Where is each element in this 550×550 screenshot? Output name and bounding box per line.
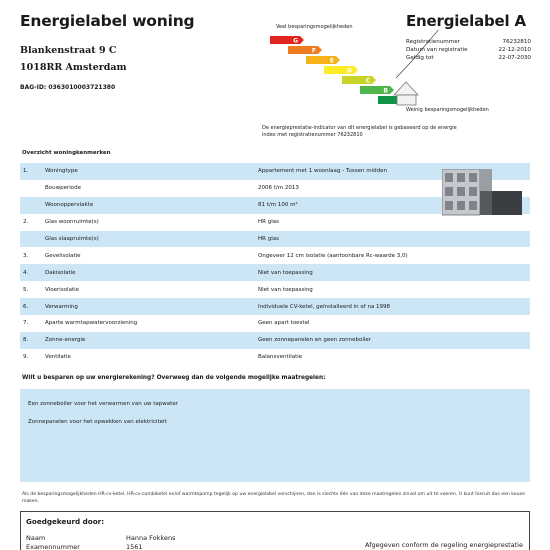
row-value: 2006 t/m 2013 xyxy=(258,185,299,192)
row-number: 5. xyxy=(23,286,29,293)
row-value: Geen apart toestel xyxy=(258,320,310,327)
row-value: Niet van toepassing xyxy=(258,269,313,276)
address-street: Blankenstraat 9 C xyxy=(20,45,117,56)
table-row xyxy=(20,247,530,264)
row-label: Glas slaapruimte(s) xyxy=(45,236,99,242)
row-label: Woonoppervlakte xyxy=(45,202,94,209)
registration-row: Geldig tot 22-07-2030 xyxy=(406,55,531,61)
scale-bottom-label: Weinig besparingsmogelijkheden xyxy=(406,107,489,113)
advice-item: Een zonneboiler voor het verwarmen van uw tapwater xyxy=(28,401,178,407)
row-value: 81 t/m 100 m² xyxy=(258,202,298,209)
row-number: 8. xyxy=(23,337,29,344)
energy-label-title: Energielabel A xyxy=(406,12,526,30)
exam-number: 1561 xyxy=(126,543,143,550)
row-number: 2. xyxy=(23,219,29,226)
label-bar-b xyxy=(360,86,394,94)
approver-name: Hanna Fokkens xyxy=(126,534,176,542)
row-label: Glas woonruimte(s) xyxy=(45,219,99,226)
advice-question: Wilt u besparen op uw energierekening? Overweeg dan de volgende mogelijke maatregelen: xyxy=(22,375,326,381)
row-label: Aparte warmtapwatervoorziening xyxy=(45,320,138,327)
advice-item: Zonnepanelen voor het opwekken van elektriciteit xyxy=(28,418,167,425)
label-bar-g xyxy=(270,36,304,44)
row-label: Gevelisolatie xyxy=(45,252,81,259)
row-label: Verwarming xyxy=(45,303,78,310)
page-title: Energielabel woning xyxy=(20,12,195,30)
label-letter-g: G xyxy=(293,37,298,45)
house-icon xyxy=(394,82,418,105)
row-value: Balansventilatie xyxy=(258,354,303,361)
row-number: 4. xyxy=(23,269,29,276)
apartment-building-icon xyxy=(442,169,522,219)
row-value: Ongeveer 12 cm isolatie (aantoonbare Rc-waarde 3,0) xyxy=(258,252,408,259)
address-city: 1018RR Amsterdam xyxy=(20,62,127,73)
row-number: 3. xyxy=(23,252,29,259)
table-row xyxy=(20,315,530,332)
footnote: Als de besparingsmogelijkheden HR-cv-ketel, HR-cv-combiketel en/of warmtepomp tegelijk op uw energielabel verschijnen, dan is slechts één van deze maatregelen zinvol om uit te voeren. U kunt hieruit dus een keuze maken. xyxy=(22,492,525,504)
registration-info xyxy=(406,38,531,62)
label-bar-c xyxy=(342,76,376,84)
registration-row: Registratienummer 76232810 xyxy=(406,39,531,45)
row-number: 6. xyxy=(23,303,29,310)
row-label: Vloerisolatie xyxy=(45,286,80,293)
row-value: Geen zonnepanelen en geen zonneboiler xyxy=(258,337,372,344)
label-letter-e: E xyxy=(329,57,334,65)
row-value: HR glas xyxy=(258,236,279,242)
label-bar-e xyxy=(306,56,340,64)
advice-box xyxy=(20,389,530,482)
row-label: Woningtype xyxy=(45,168,78,175)
label-letter-b: B xyxy=(383,87,388,95)
approver-name-label: Naam xyxy=(26,534,46,542)
label-bar-d xyxy=(324,66,358,74)
overview-heading: Overzicht woningkenmerken xyxy=(22,150,111,156)
table-row xyxy=(20,298,530,315)
scale-top-label: Veel besparingsmogelijkheden xyxy=(276,24,353,30)
table-row xyxy=(20,349,530,366)
energy-index-note: De energieprestatie-indicator van dit energielabel is gebaseerd op de energie index met registratienummer 76232810 xyxy=(262,125,457,138)
row-label: Bouwperiode xyxy=(45,185,82,192)
approval-title: Goedgekeurd door: xyxy=(26,517,105,526)
label-letter-c: C xyxy=(365,77,370,85)
row-value: Individuele CV-ketel, geïnstalleerd in of na 1998 xyxy=(258,303,391,310)
table-row xyxy=(20,332,530,349)
row-label: Ventilatie xyxy=(45,354,71,361)
row-label: Zonne-energie xyxy=(45,337,86,344)
approval-note: Afgegeven conform de regeling energieprestatie xyxy=(365,541,523,549)
table-row xyxy=(20,264,530,281)
row-number: 7. xyxy=(23,320,29,327)
exam-number-label: Examennummer xyxy=(26,543,80,550)
label-bar-f xyxy=(288,46,322,54)
label-letter-f: F xyxy=(311,47,316,55)
registration-row: Datum van registratie 22-12-2010 xyxy=(406,47,531,53)
row-number: 9. xyxy=(23,354,29,361)
row-label: Dakisolatie xyxy=(45,269,76,276)
row-value: Appartement met 1 woonlaag - Tussen midden xyxy=(258,168,387,175)
row-value: Niet van toepassing xyxy=(258,286,313,293)
row-value: HR glas xyxy=(258,219,279,226)
label-letter-d: D xyxy=(347,67,352,75)
table-row xyxy=(20,281,530,298)
row-number: 1. xyxy=(23,168,29,175)
bag-id: BAG-ID: 0363010003721380 xyxy=(20,84,116,91)
approval-box xyxy=(20,511,530,550)
table-row xyxy=(20,231,530,248)
